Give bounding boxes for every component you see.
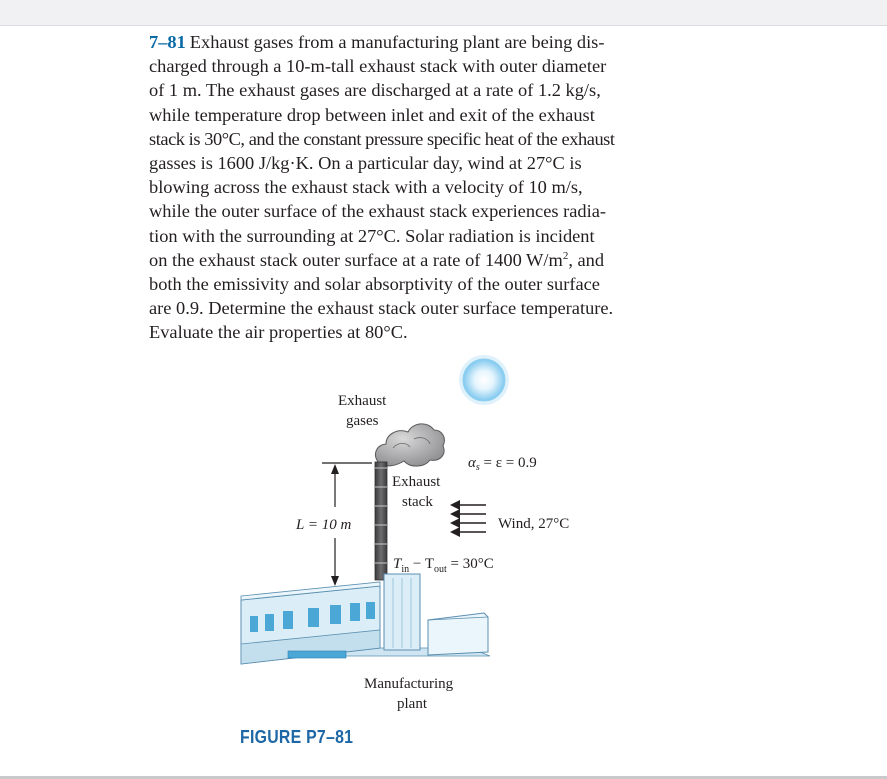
problem-line-10: on the exhaust stack outer surface at a rate of 1400 $W/m^2$, and [149, 249, 605, 270]
label-manufacturing: Manufacturing [364, 676, 454, 692]
label-plant: plant [397, 696, 427, 712]
figure-caption: FIGURE P7–81 [240, 727, 354, 747]
wind-arrows-icon [450, 500, 486, 537]
problem-number: 7–81 [149, 32, 186, 52]
plant-building [241, 574, 490, 664]
problem-line-3: of 1 m. The exhaust gases are discharged at a rate of 1.2 kg/s, [149, 80, 601, 101]
label-exhaust-gases-2: gases [346, 413, 379, 429]
exhaust-stack [375, 462, 387, 580]
problem-line-11: both the emissivity and solar absorptivity of the outer surface [149, 274, 600, 295]
problem-line-8: while the outer surface of the exhaust stack experiences radia- [149, 201, 607, 222]
label-alpha-epsilon: $\alpha_s = \varepsilon = 0.9$ [468, 455, 537, 473]
label-exhaust-stack-2: stack [402, 494, 433, 510]
problem-line-9: tion with the surrounding at 27°C. Solar radiation is incident [149, 225, 595, 246]
problem-line-2: charged through a 10-m-tall exhaust stack with outer diameter [149, 56, 607, 77]
label-temperature-drop: $T_{in} - T_{out} = 30^\circ C$ [393, 556, 494, 575]
problem-line-7: blowing across the exhaust stack with a velocity of 10 m/s, [149, 177, 583, 198]
problem-line-6: gasses is 1600 J/kg·K. On a particular day, wind at 27°C is [149, 153, 582, 174]
sun-icon [459, 355, 509, 405]
problem-line-1: 7–81 Exhaust gases from a manufacturing plant are being dis- [149, 32, 605, 52]
problem-line-4: while temperature drop between inlet and exit of the exhaust [149, 104, 595, 125]
label-exhaust-stack-1: Exhaust [392, 474, 441, 490]
label-wind: Wind, 27°C [498, 516, 570, 532]
label-height: L = 10 m [296, 517, 352, 533]
problem-line-12: are 0.9. Determine the exhaust stack outer surface temperature. [149, 298, 614, 319]
smoke-cloud-icon [375, 424, 444, 466]
problem-line-13: Evaluate the air properties at 80°C. [149, 322, 408, 343]
problem-line-5: stack is 30°C, and the constant pressure specific heat of the exhaust [149, 128, 615, 149]
label-exhaust-gases-1: Exhaust [338, 393, 387, 409]
